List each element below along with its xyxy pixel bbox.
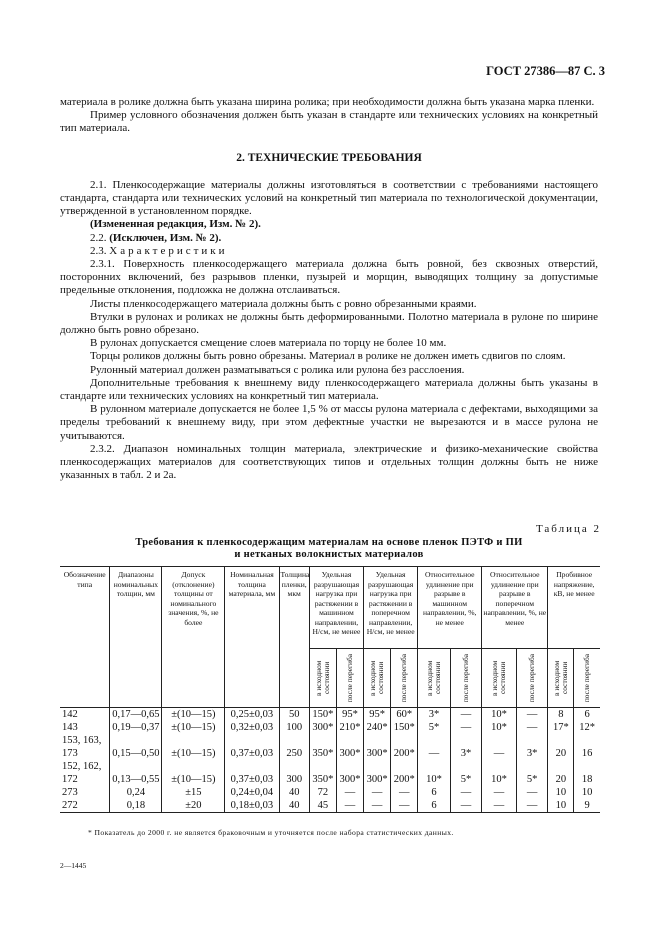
amendment-note: (Измененная редакция, Изм. № 2). <box>90 218 261 231</box>
table-cell: 3* <box>516 747 547 760</box>
header-load-cross: Удельная разрушающая нагрузка при растяжении в поперечном направлении, Н/см, не менее <box>364 567 418 649</box>
table-cell: 300* <box>336 747 363 760</box>
table-cell: 95* <box>364 708 391 722</box>
table-cell: 273 <box>62 787 78 798</box>
table-cell: 10 <box>548 786 574 799</box>
table-cell: ±(10—15) <box>162 747 225 760</box>
table-cell: — <box>450 799 481 813</box>
table-cell: 10 <box>548 799 574 813</box>
table-cell: ±20 <box>162 799 225 813</box>
table-cell: ±(10—15) <box>162 773 225 786</box>
table-cell: 240* <box>364 721 391 734</box>
paragraph: материала в ролике должна быть указана ширина ролика; при необходимости должна быть указана марка пленки. <box>60 96 595 108</box>
requirements-table <box>60 566 600 813</box>
header-load-long: Удельная разрушающая нагрузка при растяжении в машинном направлении, Н/см, не менее <box>309 567 363 649</box>
table-cell: — <box>364 799 391 813</box>
table-cell: — <box>516 786 547 799</box>
table-cell: — <box>450 708 481 722</box>
table-cell: 10* <box>418 773 451 786</box>
table-cell: 40 <box>279 799 309 813</box>
header-nominal: Номинальная толщина материала, мм <box>225 567 279 708</box>
paragraph: В рулонах допускается смещение слоев материала по торцу не более 10 мм. <box>90 337 447 350</box>
table-cell: 40 <box>279 786 309 799</box>
table-cell: 350* <box>309 747 336 760</box>
table-cell: — <box>391 799 418 813</box>
paragraph: Пример условного обозначения должен быть указан в стандарте или технических условиях на конкретный тип материала. <box>60 109 598 135</box>
table-cell: 0,19—0,37 <box>110 721 162 734</box>
table-caption <box>60 537 598 561</box>
table-cell <box>110 734 162 747</box>
subheader-after: после перегиба <box>527 653 537 703</box>
table-cell: 6 <box>418 799 451 813</box>
subheader-after: после перегиба <box>460 653 470 703</box>
table-cell <box>336 760 363 773</box>
subheader-initial: в исходном состоянии <box>551 660 569 696</box>
table-cell <box>418 734 451 747</box>
clause-number: 2.2. <box>90 231 110 244</box>
table-cell <box>482 734 517 747</box>
table-row <box>60 773 600 786</box>
table-cell: 16 <box>574 747 600 760</box>
table-cell: — <box>450 721 481 734</box>
paragraph: В рулонном материале допускается не более 1,5 % от массы рулона материала с дефектами, выходящими за пределы требований к внешнему виду, при этом дефектные участки не вырезаются и в массе рулона не учитываются. <box>60 403 598 442</box>
subheader-after: после перегиба <box>345 653 355 703</box>
table-cell: 0,18 <box>110 799 162 813</box>
table-cell: — <box>336 786 363 799</box>
paragraph: 2.1. Пленкосодержащие материалы должны изготовляться в соответствии с требованиями настоящего стандарта, стандарта или технических условий на конкретный тип материала по технологической документации, утвержденной в установленном порядке. <box>60 178 598 218</box>
subheader-initial: в исходном состоянии <box>368 660 386 696</box>
table-cell <box>162 760 225 773</box>
table-row <box>60 734 600 747</box>
table-cell: — <box>336 799 363 813</box>
page-code: 2—1445 <box>60 861 87 870</box>
table-cell: 272 <box>60 799 110 813</box>
body-text <box>60 96 598 482</box>
header-voltage: Пробивное напряжение, кВ, не менее <box>548 567 600 649</box>
table-cell: 10* <box>482 721 517 734</box>
table-cell <box>309 760 336 773</box>
table-cell: 143 <box>62 722 78 733</box>
table-cell: 9 <box>574 799 600 813</box>
table-cell: — <box>364 786 391 799</box>
table-cell: 300* <box>364 773 391 786</box>
table-cell: 6 <box>574 708 600 722</box>
table-cell <box>391 760 418 773</box>
header-elong-long: Относительное удлинение при разрыве в машинном направлении, %, не менее <box>418 567 482 649</box>
table-cell: 3* <box>450 747 481 760</box>
table-cell: 8 <box>548 708 574 722</box>
table-cell: 0,15—0,50 <box>110 747 162 760</box>
table-cell: — <box>516 721 547 734</box>
table-cell: — <box>516 799 547 813</box>
table-cell: 72 <box>309 786 336 799</box>
table-cell: — <box>482 799 517 813</box>
table-cell: 0,17—0,65 <box>110 708 162 722</box>
table-cell <box>450 760 481 773</box>
table-cell <box>225 734 279 747</box>
table-cell: 95* <box>336 708 363 722</box>
table-cell <box>516 734 547 747</box>
table-cell: — <box>482 747 517 760</box>
table-cell <box>364 760 391 773</box>
clause-number: 2.3. <box>90 244 110 257</box>
table-cell: 20 <box>548 747 574 760</box>
table-cell <box>482 760 517 773</box>
paragraph: Втулки в рулонах и роликах не должны быть деформированными. Полотно материала в рулоне по ширине должно быть ровно обрезано. <box>60 310 598 337</box>
table-caption-line: и нетканых волокнистых материалов <box>234 549 424 560</box>
table-cell: 350* <box>309 773 336 786</box>
table-cell: 3* <box>418 708 451 722</box>
table-cell: 20 <box>548 773 574 786</box>
table-cell: 17* <box>548 721 574 734</box>
subheader-after: после перегиба <box>399 653 409 703</box>
table-cell <box>279 760 309 773</box>
table-cell: 10 <box>574 786 600 799</box>
header-elong-cross: Относительное удлинение при разрыве в поперечном направлении, %, не менее <box>482 567 548 649</box>
table-cell: 0,13—0,55 <box>110 773 162 786</box>
table-cell: 5* <box>516 773 547 786</box>
table-cell: 152, 162, <box>62 761 102 772</box>
table-cell <box>336 734 363 747</box>
table-label: Таблица 2 <box>535 523 601 535</box>
table-cell: 100 <box>279 721 309 734</box>
paragraph: Торцы роликов должны быть ровно обрезаны. Материал в ролике не должен иметь сдвигов по слоям. <box>90 350 566 363</box>
clause-title: Характеристики <box>109 244 228 257</box>
table-cell <box>279 734 309 747</box>
table-cell: 10* <box>482 708 517 722</box>
subheader-initial: в исходном состоянии <box>490 660 508 696</box>
table-cell: 0,37±0,03 <box>225 747 279 760</box>
paragraph: Листы пленкосодержащего материала должны быть с ровно обрезанными краями. <box>90 297 477 310</box>
table-cell: ±(10—15) <box>162 708 225 722</box>
table-cell: 6 <box>418 786 451 799</box>
table-cell <box>391 734 418 747</box>
table-cell: 10* <box>482 773 517 786</box>
table-cell <box>309 734 336 747</box>
table-cell: 0,24 <box>110 786 162 799</box>
table-caption-line: Требования к пленкосодержащим материалам на основе пленок ПЭТФ и ПИ <box>135 537 523 548</box>
table-cell: 210* <box>336 721 363 734</box>
paragraph: 2.3.2. Диапазон номинальных толщин материала, электрические и физико-механические свойства пленкосодержащих материалов для соответствующих типов и отдельных толщин должны быть не ниже указанных в табл. 2 и 2а. <box>60 442 598 482</box>
table-footnote: * Показатель до 2000 г. не является браковочным и уточняется после набора статистических данных. <box>88 828 454 837</box>
table-cell <box>574 760 600 773</box>
table-cell: 300 <box>279 773 309 786</box>
table-cell <box>574 734 600 747</box>
table-cell: 0,24±0,04 <box>225 786 279 799</box>
table-cell: — <box>482 786 517 799</box>
table-cell <box>450 734 481 747</box>
table-cell: 200* <box>391 747 418 760</box>
table-cell: 150* <box>391 721 418 734</box>
table-cell: 18 <box>574 773 600 786</box>
paragraph: Дополнительные требования к внешнему виду пленкосодержащего материала должны быть указаны в стандарте или технических условиях на конкретный тип материала. <box>60 376 598 403</box>
header-film: Толщина пленки, мкм <box>279 567 309 708</box>
subheader-initial: в исходном состоянии <box>425 660 442 696</box>
table-cell: — <box>516 708 547 722</box>
table-row <box>60 747 600 760</box>
table-cell: 142 <box>60 708 110 722</box>
section-title: 2. ТЕХНИЧЕСКИЕ ТРЕБОВАНИЯ <box>236 151 422 164</box>
table-row <box>60 708 600 722</box>
table-cell: 0,25±0,03 <box>225 708 279 722</box>
paragraph: 2.3.1. Поверхность пленкосодержащего материала должна быть ровной, без сквозных отверстий, посторонних включений, без разрывов пленки, пузырей и морщин, выводящих толщину за допустимые предельные отклонения, подложка не должна отслаиваться. <box>60 258 598 297</box>
table-cell: 200* <box>391 773 418 786</box>
table-cell: 45 <box>309 799 336 813</box>
amendment-note: (Исключен, Изм. № 2). <box>109 231 222 244</box>
table-cell: 300* <box>336 773 363 786</box>
table-cell <box>225 760 279 773</box>
table-cell: 300* <box>364 747 391 760</box>
table-cell: 5* <box>450 773 481 786</box>
table-row <box>60 786 600 799</box>
table-row <box>60 721 600 734</box>
table-cell <box>516 760 547 773</box>
table-cell: 150* <box>309 708 336 722</box>
table-cell: 153, 163, <box>62 735 102 746</box>
page-header: ГОСТ 27386—87 С. 3 <box>486 64 605 78</box>
table-cell <box>418 760 451 773</box>
subheader-initial: в исходном состоянии <box>313 660 331 696</box>
table-cell: 300* <box>309 721 336 734</box>
header-tolerance: Допуск (отклонение) толщины от номинального значения, %, не более <box>162 567 225 708</box>
table-cell: 173 <box>62 748 78 759</box>
table-cell: 0,32±0,03 <box>225 721 279 734</box>
header-type: Обозначение типа <box>60 567 110 708</box>
table-cell <box>548 734 574 747</box>
table-cell: ±(10—15) <box>162 721 225 734</box>
table-cell: 5* <box>418 721 451 734</box>
table-row <box>60 799 600 813</box>
table-cell: 250 <box>279 747 309 760</box>
table-cell: 60* <box>391 708 418 722</box>
table-cell: ±15 <box>162 786 225 799</box>
header-range: Диапазоны номинальных толщин, мм <box>110 567 162 708</box>
table-cell: 12* <box>574 721 600 734</box>
table-cell: 172 <box>62 774 78 785</box>
table-cell <box>364 734 391 747</box>
table-cell: 0,37±0,03 <box>225 773 279 786</box>
table-cell: 0,18±0,03 <box>225 799 279 813</box>
table-cell: — <box>391 786 418 799</box>
table-cell: 50 <box>279 708 309 722</box>
table-cell <box>162 734 225 747</box>
table-row <box>60 760 600 773</box>
table-cell: — <box>418 747 451 760</box>
table-cell: — <box>450 786 481 799</box>
table-cell <box>548 760 574 773</box>
paragraph: Рулонный материал должен разматываться с ролика или рулона без расслоения. <box>90 363 465 376</box>
table-cell <box>110 760 162 773</box>
subheader-after: после перегиба <box>582 653 592 703</box>
